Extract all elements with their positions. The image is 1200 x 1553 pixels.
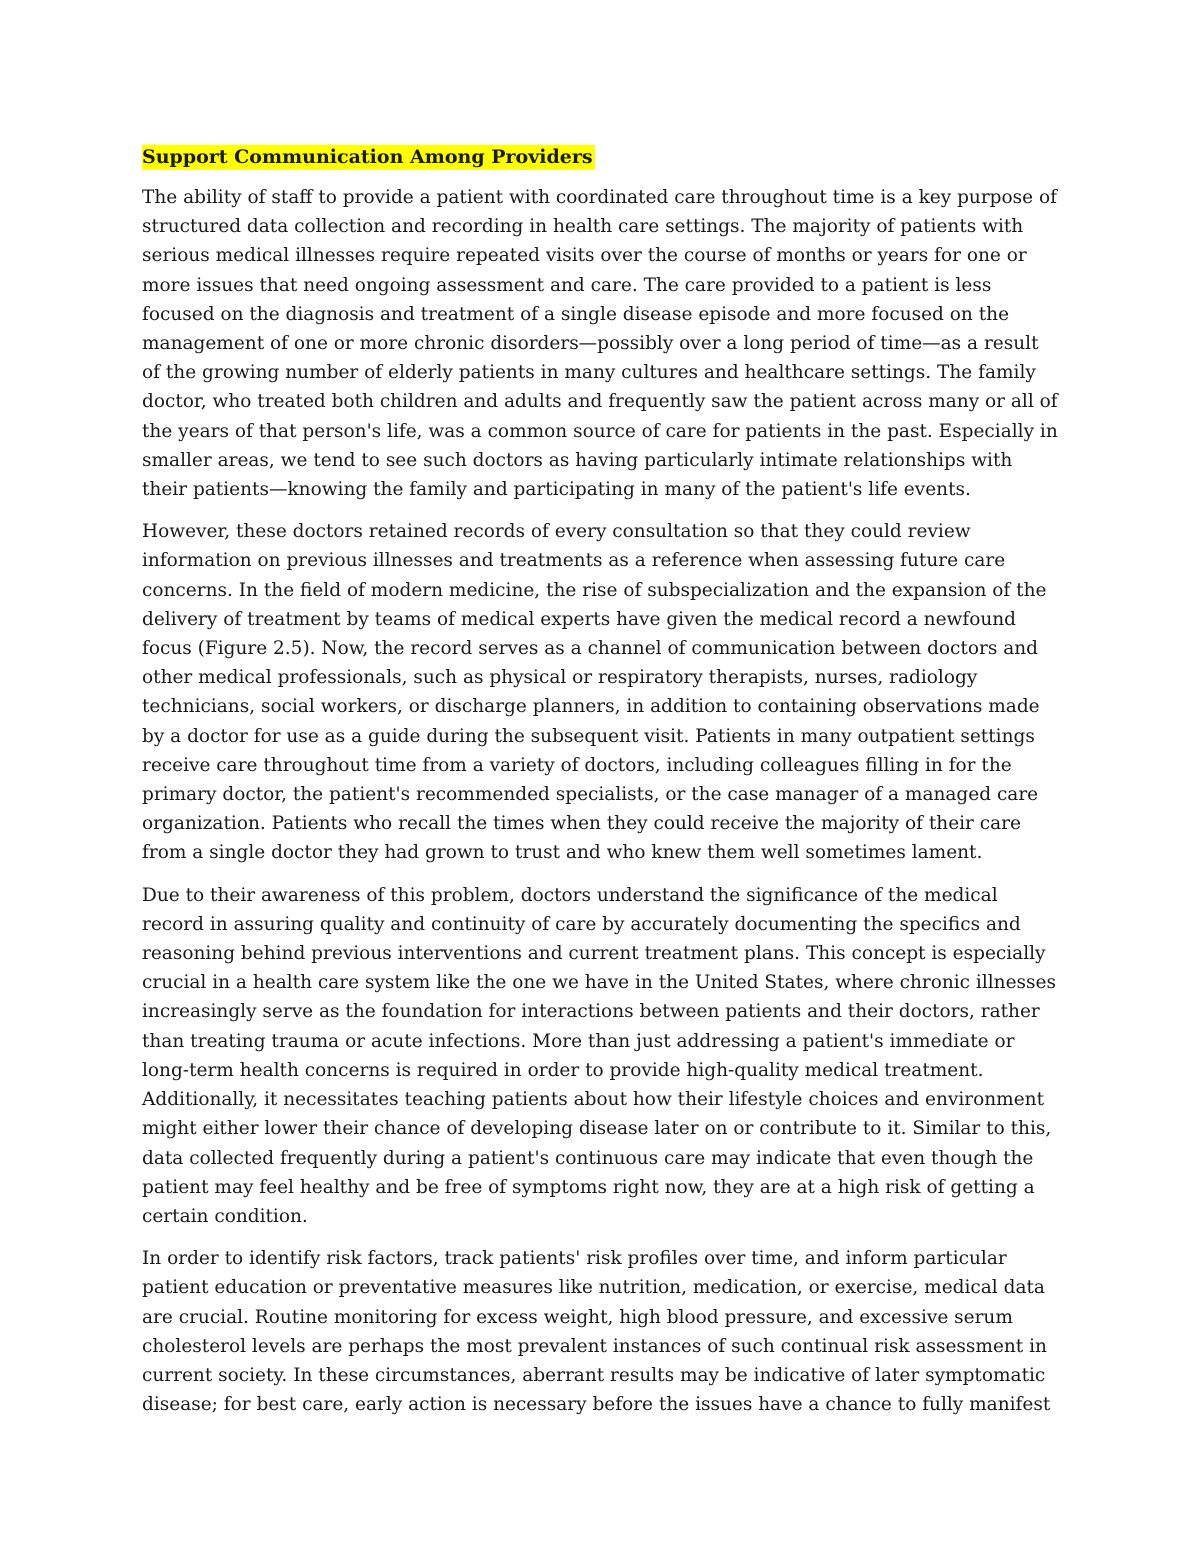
paragraph-2: However, these doctors retained records of every consultation so that they could review information on previous illnesses and treatments as a reference when assessing future care concerns. In the field of modern medicine, the rise of subspecialization and the expansion of the delivery of treatment by teams of medical experts have given the medical record a newfound focus (Figure 2.5). Now, the record serves as a channel of communication between doctors and other medical professionals, such as physical or respiratory therapists, nurses, radiology technicians, social workers, or discharge planners, in addition to containing observations made by a doctor for use as a guide during the subsequent visit. Patients in many outpatient settings receive care throughout time from a variety of doctors, including colleagues filling in for the primary doctor, the patient's recommended specialists, or the case manager of a managed care organization. Patients who recall the times when they could receive the majority of their care from a single doctor they had grown to trust and who knew them well sometimes lament.: [142, 521, 1047, 864]
paragraph-1: The ability of staff to provide a patient with coordinated care throughout time is a key purpose of structured data collection and recording in health care settings. The majority of patients with serious medical illnesses require repeated visits over the course of months or years for one or more issues that need ongoing assessment and care. The care provided to a patient is less focused on the diagnosis and treatment of a single disease episode and more focused on the management of one or more chronic disorders—possibly over a long period of time—as a result of the growing number of elderly patients in many cultures and healthcare settings. The family doctor, who treated both children and adults and frequently saw the patient across many or all of the years of that person's life, was a common source of care for patients in the past. Especially in smaller areas, we tend to see such doctors as having particularly intimate relationships with their patients—knowing the family and participating in many of the patient's life events.: [142, 187, 1058, 501]
paragraph-3: Due to their awareness of this problem, doctors understand the significance of the medical record in assuring quality and continuity of care by accurately documenting the specifics and reasoning behind previous interventions and current treatment plans. This concept is especially crucial in a health care system like the one we have in the United States, where chronic illnesses increasingly serve as the foundation for interactions between patients and their doctors, rather than treating trauma or acute infections. More than just addressing a patient's immediate or long-term health concerns is required in order to provide high-quality medical treatment. Additionally, it necessitates teaching patients about how their lifestyle choices and environment might either lower their chance of developing disease later on or contribute to it. Similar to this, data collected frequently during a patient's continuous care may indicate that even though the patient may feel healthy and be free of symptoms right now, they are at a high risk of getting a certain condition.: [142, 884, 1056, 1227]
paragraph-4: In order to identify risk factors, track patients' risk profiles over time, and inform particular patient education or preventative measures like nutrition, medication, or exercise, medical data are crucial. Routine monitoring for excess weight, high blood pressure, and excessive serum cholesterol levels are perhaps the most prevalent instances of such continual risk assessment in current society. In these circumstances, aberrant results may be indicative of later symptomatic disease; for best care, early action is necessary before the issues have a chance to fully manifest: [142, 1248, 1051, 1416]
document-body: [142, 143, 1062, 1432]
section-heading: [142, 143, 1062, 171]
section-heading-text: Support Communication Among Providers: [142, 146, 593, 168]
